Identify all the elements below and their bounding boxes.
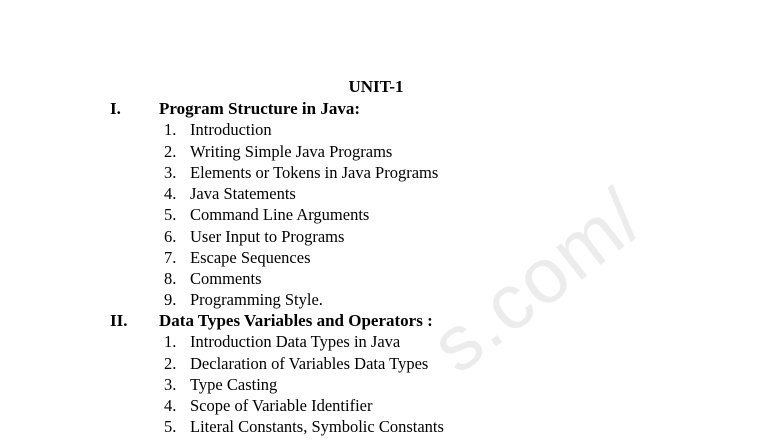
section-numeral: II. (110, 311, 128, 330)
list-item (164, 183, 296, 204)
item-text: Declaration of Variables Data Types (190, 353, 429, 373)
item-text: Comments (190, 269, 262, 288)
item-number: 4. (164, 396, 177, 415)
section-heading-1 (110, 98, 360, 120)
item-text: Scope of Variable Identifier (190, 396, 373, 415)
list-item (164, 374, 277, 395)
item-text: Command Line Arguments (190, 205, 370, 224)
list-item (164, 226, 344, 247)
item-text: Type Casting (190, 375, 278, 394)
item-number: 9. (164, 290, 177, 309)
item-number: 8. (164, 269, 177, 288)
item-number: 2. (164, 141, 177, 161)
item-text: Elements or Tokens in Java Programs (190, 163, 439, 182)
list-item (164, 247, 311, 268)
item-text: Java Statements (190, 184, 296, 203)
section-title: Program Structure in Java: (159, 99, 360, 118)
item-number: 5. (164, 205, 177, 224)
list-item (164, 331, 400, 352)
item-number: 6. (164, 226, 177, 246)
watermark: s.com/ (414, 171, 660, 390)
item-text: Literal Constants, Symbolic Constants (190, 417, 444, 436)
item-number: 1. (164, 332, 177, 351)
list-item (164, 353, 428, 374)
list-item (164, 162, 438, 183)
item-number: 2. (164, 353, 177, 373)
item-number: 3. (164, 163, 177, 182)
item-number: 4. (164, 184, 177, 203)
section-title: Data Types Variables and Operators : (159, 311, 433, 330)
list-item (164, 289, 323, 310)
list-item (164, 395, 373, 416)
item-text: Programming Style. (190, 290, 323, 309)
section-numeral: I. (110, 99, 121, 118)
item-number: 3. (164, 375, 177, 394)
item-text: User Input to Programs (190, 226, 345, 246)
list-item (164, 204, 369, 225)
item-number: 5. (164, 417, 177, 436)
item-text: Introduction Data Types in Java (190, 332, 401, 351)
list-item (164, 141, 392, 162)
list-item (164, 268, 262, 289)
item-number: 1. (164, 120, 177, 139)
list-item (164, 416, 444, 437)
section-heading-2 (110, 310, 433, 332)
item-number: 7. (164, 247, 177, 267)
list-item (164, 119, 272, 140)
unit-title: UNIT-1 (348, 77, 404, 96)
item-text: Escape Sequences (190, 247, 311, 267)
item-text: Writing Simple Java Programs (190, 141, 393, 161)
item-text: Introduction (190, 120, 272, 139)
